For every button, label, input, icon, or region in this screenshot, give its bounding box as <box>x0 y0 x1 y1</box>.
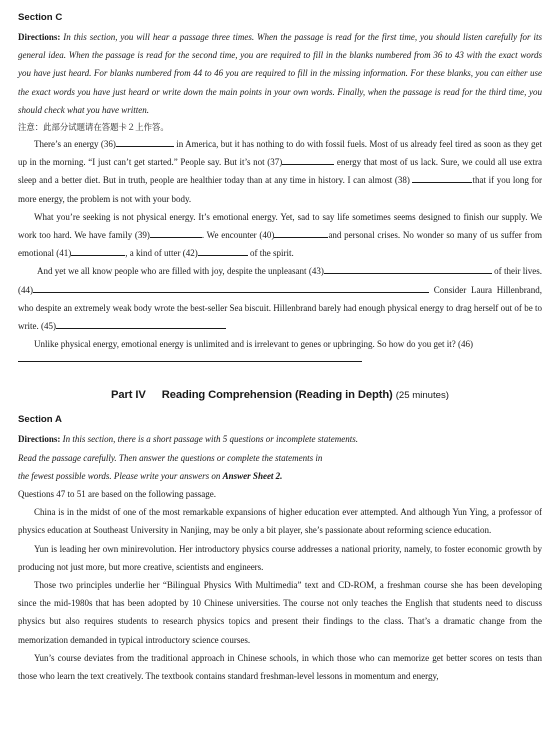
directions-label: Directions: <box>18 434 61 445</box>
part-title: Reading Comprehension (Reading in Depth) <box>161 389 393 402</box>
passage-paragraph-2: What you’re seeking is not physical energy. It’s emotional energy. Yet, sad to say life sometimes seems designed to finish our supply. We work too hard. We have family (39) . We encounter (40) and personal crises. No wonder so many of us suffer from emotional (41) , a kind of utter (42) of the spirit. <box>18 211 542 259</box>
blank-41[interactable] <box>71 246 125 256</box>
answer-sheet-note: 注意：此部分试题请在答题卡２上作答。 <box>18 122 169 133</box>
answer-sheet-ref: Answer Sheet 2. <box>222 470 283 481</box>
blank-46[interactable] <box>18 353 362 362</box>
passage-paragraph-1: There’s an energy (36) in America, but it has nothing to do with fossil fuels. Most of us already feel tired as soon as they get up in the morning. “I just can’t get started.” People say. But it’s not (37) energy that most of us lack. Sure, we could all use extra sleep and a better diet. But in truth, people are healthier today than at any time in history. I can almost (38) that if you long for more energy, the problem is not with your body. <box>18 139 543 204</box>
part-number: Part IV <box>110 389 146 402</box>
blank-44[interactable] <box>33 283 429 293</box>
reading-paragraph-1: China is in the midst of one of the most remarkable expansions of higher education ever attempted. And although Yun Ying, a professor of physics education at Southeast University in Nanjing, may be only a bit player, she’s passionate about reforming science education. <box>18 507 542 536</box>
reading-paragraph-4: Yun’s course deviates from the traditional approach in Chinese schools, in which those who can memorize get better scores on tests than those who learn the text creatively. The textbook contains standard freshman-level lessons in momentum and energy, <box>18 652 542 682</box>
blank-37[interactable] <box>282 155 334 165</box>
directions-text: In this section, you will hear a passage three times. When the passage is read for the first time, you should listen carefully for its general idea. When the passage is read for the second time, you are required to fill in the blanks numbered from 36 to 43 with the exact words you have just heard. For blanks numbered from 44 to 46 you are required to fill in the missing information. For these blanks, you can either use the exact words you have just heard or write down the main points in your own words. Finally, when the passage is read for the third time, you should check what you have written. <box>18 32 543 115</box>
section-c-heading: Section C <box>18 12 63 23</box>
blank-40[interactable] <box>274 228 328 238</box>
questions-line: Questions 47 to 51 are based on the following passage. <box>18 489 216 500</box>
section-c-directions <box>18 28 542 119</box>
blank-42[interactable] <box>198 246 248 256</box>
blank-36[interactable] <box>116 137 174 147</box>
blank-45[interactable] <box>56 319 226 329</box>
section-a-directions-line-2: Read the passage carefully. Then answer the questions or complete the statements in <box>18 452 323 463</box>
section-a-heading: Section A <box>18 414 62 426</box>
part-time: (25 minutes) <box>395 390 450 402</box>
blank-43[interactable] <box>324 264 492 274</box>
reading-paragraph-3: Those two principles underlie her “Bilingual Physics With Multimedia” text and CD-ROM, a freshman course she has been developing since the mid-1980s that has been adopted by 10 Chinese universities. The course not only teaches the English that students need to discuss physics but also requires students to research physics topics and present their findings to the class. That’s a dramatic change from the memorization demanded in typical introductory science courses. <box>18 580 542 645</box>
blank-38[interactable] <box>412 173 472 183</box>
exam-page <box>18 12 542 685</box>
passage-paragraph-3: And yet we all know people who are filled with joy, despite the unpleasant (43) of their lives. (44) Consider Laura Hillenbrand, who despite an extremely weak body wrote the best-seller Sea biscuit. Hillenbrand barely had enough physical energy to drag herself out of be to write. (45) <box>18 266 543 332</box>
directions-label: Directions: <box>18 32 61 42</box>
blank-39[interactable] <box>150 228 202 238</box>
section-a-directions-line-3: the fewest possible words. Please write your answers on Answer Sheet 2. <box>18 470 283 481</box>
reading-paragraph-2: Yun is leading her own minirevolution. Her introductory physics course addresses a national priority, namely, to foster economic growth by producing not just more, but more creative, scientists and engineers. <box>18 543 542 572</box>
section-a-directions-line-1: Directions: In this section, there is a short passage with 5 questions or incomplete statements. <box>18 434 358 445</box>
passage-paragraph-4: Unlike physical energy, emotional energy is unlimited and is irrelevant to genes or upbringing. So how do you get it? (46) <box>34 339 473 350</box>
part-iv-heading <box>18 386 542 402</box>
